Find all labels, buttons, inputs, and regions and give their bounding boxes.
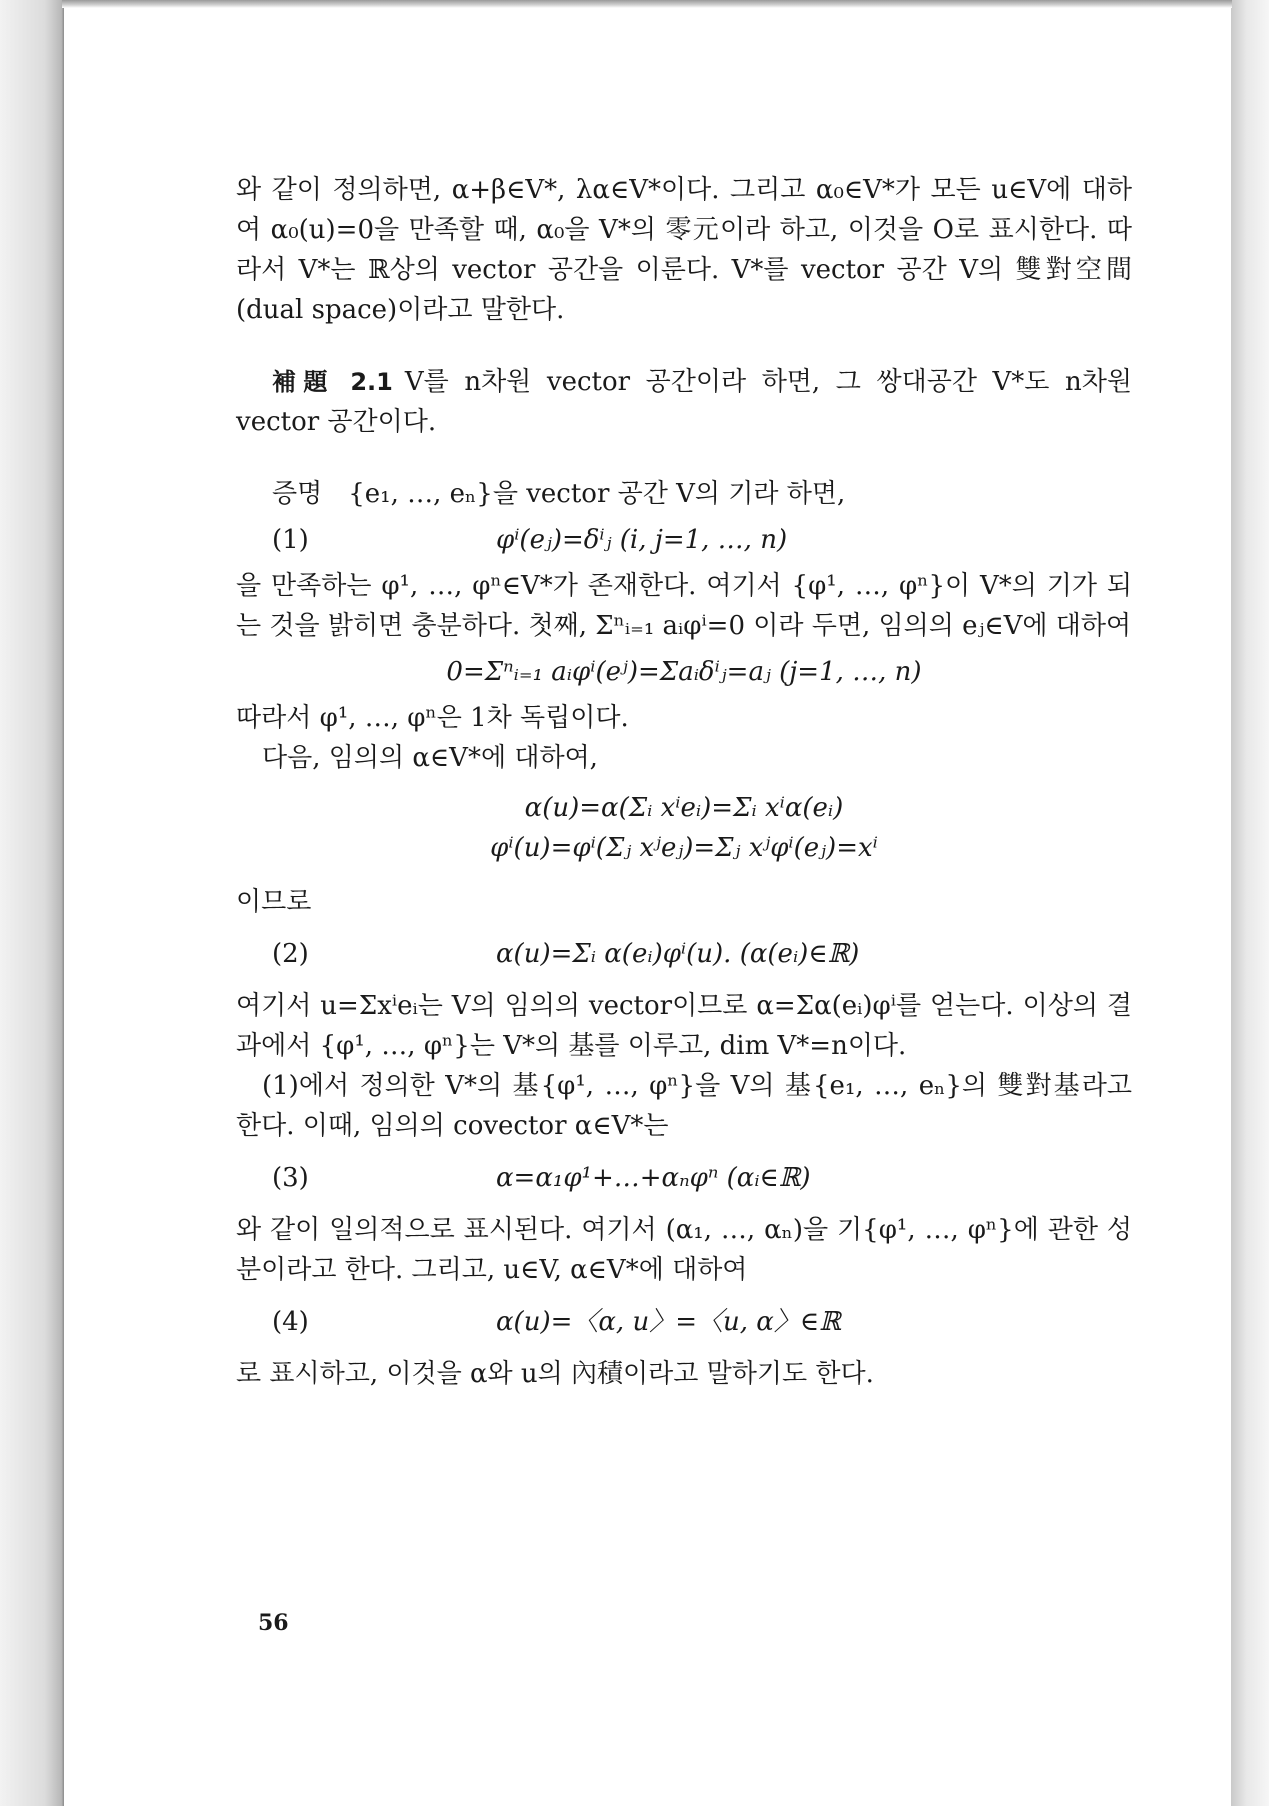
equation-4-formula: α(u)=〈α, u〉=〈u, α〉∈ℝ (496, 1307, 841, 1337)
proof-text: {e₁, …, eₙ}을 vector 공간 V의 기라 하면, (348, 479, 846, 509)
paragraph-dual-space-definition: 와 같이 정의하면, α+β∈V*, λα∈V*이다. 그리고 α₀∈V*가 모든 u∈V에 대하여 α₀(u)=0을 만족할 때, α₀을 V*의 零元이라 하고, 이것을 O로 표시한다. 따라서 V*는 ℝ상의 vector 공간을 이룬다. V*를 vector 공간 V의 雙對空間(dual space)이라고 말한다. (236, 175, 1132, 325)
lemma-text: V를 n차원 vector 공간이라 하면, 그 쌍대공간 V*도 n차원 vector 공간이다. (236, 367, 1132, 437)
equation-2-number: (2) (272, 939, 309, 969)
paragraph-next: 다음, 임의의 α∈V*에 대하여, (262, 743, 598, 773)
paragraph-hence: 이므로 (236, 887, 312, 917)
paragraph-existence: 을 만족하는 φ¹, …, φⁿ∈V*가 존재한다. 여기서 {φ¹, …, φⁿ}이 V*의 기가 되는 것을 밝히면 충분하다. 첫째, Σⁿᵢ₌₁ aᵢφⁱ=0 이라 두면, 임의의 eⱼ∈V에 대하여 (236, 571, 1132, 641)
page-content (236, 170, 1132, 1394)
equation-1-number: (1) (272, 525, 309, 555)
lemma-label: 補題 2.1 (272, 368, 393, 396)
equation-3-formula: α=α₁φ¹+…+αₙφⁿ (αᵢ∈ℝ) (496, 1163, 811, 1193)
proof-label: 증명 (272, 479, 323, 509)
paragraph-basis-conclusion: 여기서 u=Σxⁱeᵢ는 V의 임의의 vector이므로 α=Σα(eᵢ)φⁱ를 얻는다. 이상의 결과에서 {φ¹, …, φⁿ}는 V*의 基를 이루고, dim V*=n이다. (236, 991, 1132, 1061)
equation-1 (236, 514, 1132, 566)
paragraph-dual-basis: (1)에서 정의한 V*의 基{φ¹, …, φⁿ}을 V의 基{e₁, …, eₙ}의 雙對基라고 한다. 이때, 임의의 covector α∈V*는 (236, 1071, 1132, 1141)
paragraph-linear-independence: 따라서 φ¹, …, φⁿ은 1차 독립이다. (236, 703, 629, 733)
equation-phi-u: φⁱ(u)=φⁱ(Σⱼ xʲeⱼ)=Σⱼ xʲφⁱ(eⱼ)=xⁱ (490, 833, 878, 863)
page-left-edge (0, 0, 64, 1806)
equation-3 (236, 1146, 1132, 1210)
equation-sum-zero: 0=Σⁿᵢ₌₁ aᵢφⁱ(eʲ)=Σaᵢδⁱⱼ=aⱼ (j=1, …, n) (446, 657, 922, 687)
equation-3-number: (3) (272, 1163, 309, 1193)
equation-4-number: (4) (272, 1307, 309, 1337)
page-top-edge (62, 0, 1232, 8)
proof-intro (236, 474, 1132, 514)
paragraph-inner-product: 로 표시하고, 이것을 α와 u의 內積이라고 말하기도 한다. (236, 1359, 874, 1389)
page-right-edge (1231, 0, 1269, 1806)
equation-alpha-u: α(u)=α(Σᵢ xⁱeᵢ)=Σᵢ xⁱα(eᵢ) (524, 793, 844, 823)
lemma-2-1 (236, 362, 1132, 442)
equation-2 (236, 922, 1132, 986)
paragraph-components: 와 같이 일의적으로 표시된다. 여기서 (α₁, …, αₙ)을 기{φ¹, …, φⁿ}에 관한 성분이라고 한다. 그리고, u∈V, α∈V*에 대하여 (236, 1215, 1132, 1285)
equation-2-formula: α(u)=Σᵢ α(eᵢ)φⁱ(u). (α(eᵢ)∈ℝ) (496, 939, 860, 969)
page-number: 56 (258, 1610, 289, 1636)
equation-4 (236, 1290, 1132, 1354)
equation-1-formula: φⁱ(eⱼ)=δⁱⱼ (i, j=1, …, n) (496, 525, 788, 555)
